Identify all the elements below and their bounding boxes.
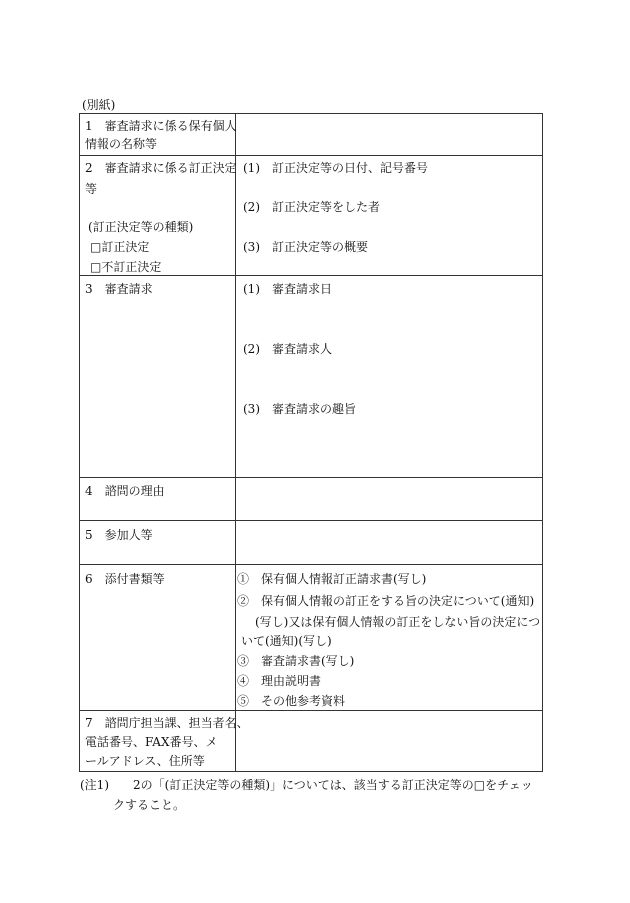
row-5-label: 5 参加人等 [85, 528, 153, 542]
attachment-item-continued: (写し)又は保有個人情報の訂正をしない旨の決定につ [255, 615, 541, 629]
attachment-item: ① 保有個人情報訂正請求書(写し) [237, 572, 427, 586]
row-4-label: 4 諮問の理由 [85, 484, 165, 498]
row-3-item-2: (2) 審査請求人 [243, 342, 332, 356]
row-2-item-1: (1) 訂正決定等の日付、記号番号 [243, 161, 428, 175]
row-2-item-3: (3) 訂正決定等の概要 [243, 240, 368, 254]
row-7-value-cell[interactable] [236, 711, 542, 771]
column-divider [235, 113, 236, 772]
checkbox-correction-decision[interactable]: □訂正決定 [90, 240, 150, 254]
table-border-left [79, 113, 80, 772]
row-2-item-2: (2) 訂正決定等をした者 [243, 200, 380, 214]
row-4-value-cell[interactable] [236, 478, 542, 520]
attachment-item-continued: いて(通知)(写し) [241, 634, 332, 648]
table-border-right [542, 113, 543, 772]
row-3-item-3: (3) 審査請求の趣旨 [243, 402, 356, 416]
row-divider-1 [79, 155, 543, 156]
attachment-item: ③ 審査請求書(写し) [237, 654, 355, 668]
row-5-value-cell[interactable] [236, 521, 542, 564]
attachment-item: ② 保有個人情報の訂正をする旨の決定について(通知) [237, 594, 535, 608]
checkbox-non-correction-decision[interactable]: □不訂正決定 [90, 260, 162, 274]
attachment-item: ⑤ その他参考資料 [237, 694, 346, 708]
decision-type-heading: (訂正決定等の種類) [88, 220, 194, 234]
row-3-item-1: (1) 審査請求日 [243, 282, 332, 296]
row-divider-5 [79, 564, 543, 565]
row-3-label: 3 審査請求 [85, 282, 153, 296]
row-6-label: 6 添付書類等 [85, 572, 165, 586]
attachment-label: (別紙) [82, 98, 116, 112]
row-1-value-cell[interactable] [236, 114, 542, 155]
attachment-item: ④ 理由説明書 [237, 674, 322, 688]
table-border-bottom [79, 771, 543, 772]
